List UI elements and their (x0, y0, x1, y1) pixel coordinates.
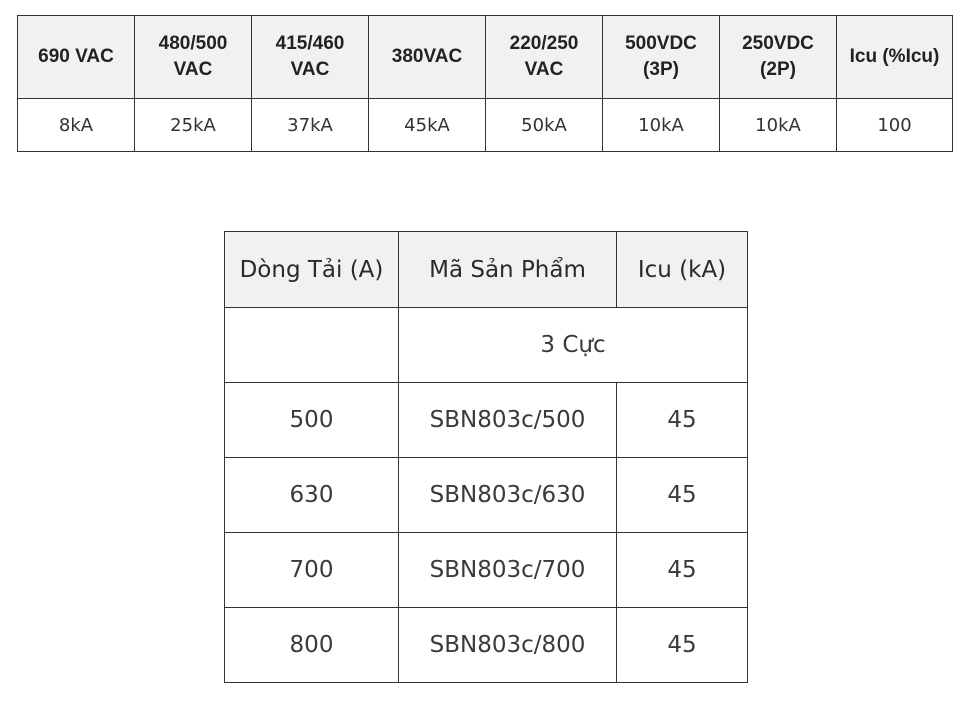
rated-current-cell: 800 (225, 608, 399, 683)
header-product-code: Mã Sản Phẩm (399, 232, 617, 308)
breaking-capacity-table (17, 15, 953, 152)
icu-cell: 45 (617, 383, 748, 458)
header-690vac: 690 VAC (18, 16, 135, 99)
header-415-460vac: 415/460 VAC (252, 16, 369, 99)
table-row (225, 533, 748, 608)
header-rated-current: Dòng Tải (A) (225, 232, 399, 308)
icu-cell: 45 (617, 608, 748, 683)
icu-cell: 45 (617, 458, 748, 533)
value-415-460vac: 37kA (252, 99, 369, 152)
value-500vdc-3p: 10kA (603, 99, 720, 152)
value-icu-percent: 100 (837, 99, 953, 152)
product-code-cell: SBN803c/500 (399, 383, 617, 458)
rated-current-cell: 630 (225, 458, 399, 533)
product-table-header-row (225, 232, 748, 308)
value-380vac: 45kA (369, 99, 486, 152)
empty-cell (225, 308, 399, 383)
product-code-cell: SBN803c/700 (399, 533, 617, 608)
table-row (225, 383, 748, 458)
value-220-250vac: 50kA (486, 99, 603, 152)
value-690vac: 8kA (18, 99, 135, 152)
rated-current-cell: 500 (225, 383, 399, 458)
value-480-500vac: 25kA (135, 99, 252, 152)
pole-group-label: 3 Cực (399, 308, 748, 383)
header-500vdc-3p: 500VDC (3P) (603, 16, 720, 99)
header-250vdc-2p: 250VDC (2P) (720, 16, 837, 99)
header-icu-ka: Icu (kA) (617, 232, 748, 308)
header-380vac: 380VAC (369, 16, 486, 99)
rated-current-cell: 700 (225, 533, 399, 608)
header-480-500vac: 480/500 VAC (135, 16, 252, 99)
header-220-250vac: 220/250 VAC (486, 16, 603, 99)
table-row (225, 458, 748, 533)
pole-group-row (225, 308, 748, 383)
product-code-cell: SBN803c/630 (399, 458, 617, 533)
header-icu-percent: Icu (%Icu) (837, 16, 953, 99)
icu-cell: 45 (617, 533, 748, 608)
breaking-capacity-header-row (18, 16, 953, 99)
table-row (225, 608, 748, 683)
product-code-cell: SBN803c/800 (399, 608, 617, 683)
product-table (224, 231, 748, 683)
breaking-capacity-value-row (18, 99, 953, 152)
value-250vdc-2p: 10kA (720, 99, 837, 152)
